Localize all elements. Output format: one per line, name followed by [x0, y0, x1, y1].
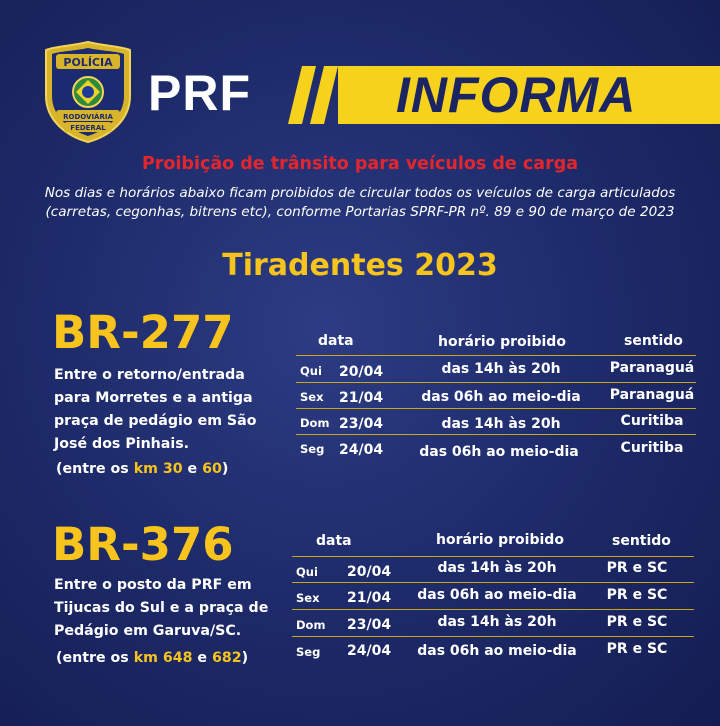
km-label: km: [133, 461, 158, 477]
desc-line: Pedágio em Garuva/SC.: [54, 623, 242, 639]
prf-brand: PRF: [148, 65, 251, 121]
row-hour: das 06h ao meio-dia: [421, 389, 581, 405]
row-direction: PR e SC: [606, 614, 668, 630]
prf-badge-logo: [44, 40, 132, 144]
row-day: Qui: [300, 364, 322, 378]
km-and: e: [192, 650, 212, 666]
col-header-hour: horário proibido: [436, 532, 564, 548]
desc-line: Tijucas do Sul e a praça de: [54, 600, 269, 616]
row-divider: [292, 636, 694, 637]
row-day: Sex: [296, 591, 320, 605]
row-date: 24/04: [347, 643, 392, 659]
road-description-br277: [54, 364, 256, 456]
holiday-title: Tiradentes 2023: [222, 248, 498, 283]
col-header-direction: sentido: [624, 333, 683, 349]
svg-text:FEDERAL: FEDERAL: [70, 124, 106, 132]
slash-decoration-icon: [286, 62, 346, 128]
intro-line-1: Nos dias e horários abaixo ficam proibidos de circular todos os veículos de carga articulados: [44, 185, 676, 201]
km-suffix: ): [221, 461, 229, 477]
informa-title: INFORMA: [396, 67, 637, 123]
desc-line: Entre o posto da PRF em: [54, 577, 252, 593]
row-date: 20/04: [339, 364, 384, 380]
row-divider: [292, 556, 694, 557]
km-end: 60: [202, 461, 222, 477]
desc-line: para Morretes e a antiga: [54, 390, 253, 406]
col-header-direction: sentido: [612, 533, 671, 549]
km-start: 648: [162, 650, 193, 666]
row-hour: das 06h ao meio-dia: [417, 587, 577, 603]
km-range-br277: [56, 461, 228, 477]
row-direction: Curitiba: [620, 440, 684, 456]
km-and: e: [182, 461, 203, 477]
row-direction: Curitiba: [620, 413, 684, 429]
row-day: Seg: [296, 645, 321, 659]
km-suffix: ): [241, 650, 249, 666]
desc-line: José dos Pinhais.: [54, 436, 190, 452]
row-hour: das 06h ao meio-dia: [417, 643, 577, 659]
row-day: Qui: [296, 565, 318, 579]
row-date: 23/04: [347, 617, 392, 633]
road-title-br277: BR-277: [52, 306, 234, 359]
row-hour: das 14h às 20h: [441, 361, 561, 377]
subtitle: Proibição de trânsito para veículos de carga: [141, 154, 579, 174]
row-divider: [296, 434, 696, 435]
row-direction: PR e SC: [606, 641, 668, 657]
intro-text: [0, 184, 720, 222]
col-header-hour: horário proibido: [438, 334, 566, 350]
row-direction: Paranaguá: [609, 360, 695, 376]
svg-text:RODOVIÁRIA: RODOVIÁRIA: [63, 113, 113, 121]
row-date: 21/04: [347, 590, 392, 606]
desc-line: praça de pedágio em São: [54, 413, 257, 429]
road-title-br376: BR-376: [52, 518, 234, 571]
km-range-br376: [56, 650, 248, 666]
km-prefix: (entre os: [56, 650, 134, 666]
row-hour: das 14h às 20h: [441, 416, 561, 432]
km-label: km: [133, 650, 158, 666]
row-day: Seg: [300, 442, 325, 456]
row-divider: [292, 582, 694, 583]
road-description-br376: [54, 574, 268, 643]
row-direction: Paranaguá: [609, 387, 695, 403]
badge-top-text: POLÍCIA: [63, 56, 113, 69]
km-prefix: (entre os: [56, 461, 134, 477]
row-direction: PR e SC: [606, 587, 668, 603]
row-day: Dom: [300, 416, 330, 430]
col-header-date: data: [316, 533, 352, 549]
km-start: 30: [162, 461, 183, 477]
row-date: 23/04: [339, 416, 384, 432]
row-divider: [296, 382, 696, 383]
desc-line: Entre o retorno/entrada: [54, 367, 245, 383]
row-hour: das 14h às 20h: [437, 560, 557, 576]
row-divider: [296, 408, 696, 409]
row-hour: das 14h às 20h: [437, 614, 557, 630]
intro-line-2: (carretas, cegonhas, bitrens etc), conforme Portarias SPRF-PR nº. 89 e 90 de março de 2023: [45, 204, 675, 220]
row-date: 20/04: [347, 564, 392, 580]
row-day: Sex: [300, 390, 324, 404]
row-direction: PR e SC: [606, 560, 668, 576]
row-divider: [296, 355, 696, 356]
row-date: 21/04: [339, 390, 384, 406]
row-hour: das 06h ao meio-dia: [419, 444, 579, 460]
km-end: 682: [212, 650, 242, 666]
row-date: 24/04: [339, 442, 384, 458]
col-header-date: data: [318, 333, 354, 349]
row-divider: [292, 609, 694, 610]
row-day: Dom: [296, 618, 326, 632]
